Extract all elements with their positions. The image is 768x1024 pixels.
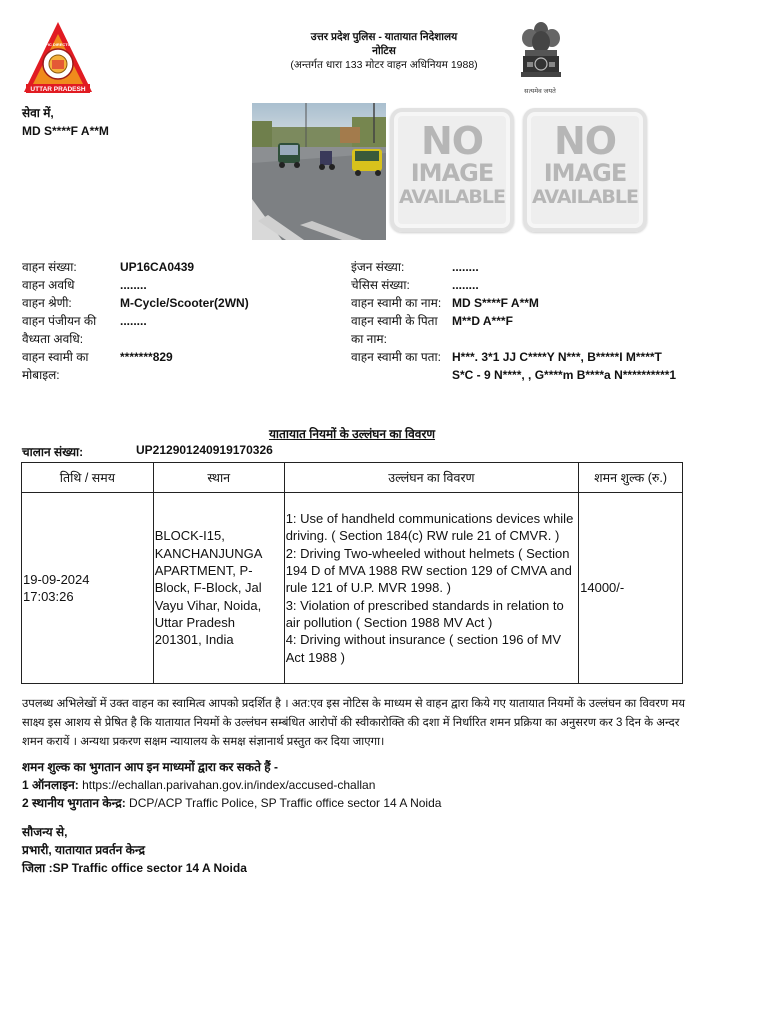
district-line [22, 859, 247, 877]
violation-item: 2: Driving Two-wheeled without helmets ( Section 194 D of MVA 1988 RW section 129 of CMVA and rule 121 of U.P. MVR 1998. ) [285, 545, 572, 596]
registration-validity-value: ........ [120, 314, 147, 328]
logo-arc-text: TRAFFIC DIRECTORATE [34, 42, 82, 47]
owner-father-label: वाहन स्वामी के पिता का नाम: [351, 314, 438, 346]
owner-address-value: H***. 3*1 JJ C****Y N***, B*****I M****T S*C - 9 N****, , G****m B****a N**********1 [452, 350, 677, 382]
payment-local-value: DCP/ACP Traffic Police, SP Traffic office sector 14 A Noida [129, 796, 442, 810]
vehicle-class-value: M-Cycle/Scooter(2WN) [120, 296, 249, 310]
emblem-motto: सत्यमेव जयते [524, 88, 556, 95]
challan-number-label: चालान संख्या: [22, 445, 84, 459]
vehicle-class-label: वाहन श्रेणी: [22, 296, 72, 310]
cell-violations [284, 493, 578, 684]
table-header-row [22, 463, 683, 493]
header-title: उत्तर प्रदेश पुलिस - यातायात निदेशालय [310, 31, 458, 43]
payment-online-link[interactable]: https://echallan.parivahan.gov.in/index/accused-challan [82, 778, 376, 792]
header-act-reference: (अन्तर्गत धारा 133 मोटर वाहन अधिनियम 1988) [290, 59, 478, 71]
district-value: SP Traffic office sector 14 A Noida [52, 861, 247, 875]
notice-paragraph: उपलब्ध अभिलेखों में उक्त वाहन का स्वामित्व आपको प्रदर्शित है । अत:एव इस नोटिस के माध्यम से वाहन द्वारा किये गए यातायात नियमों के उल्लंघन का विवरण मय साक्ष्य इस आशय से प्रेषित है कि यातायात नियमों के उल्लंघन सम्बंधित आरोपों की स्वीकारोक्ति की दशा में निर्धारित शमन प्रक्रिया का अनुसरण कर 3 दिन के अन्दर शमन करायें । अन्यथा प्रकरण सक्षम न्यायालय के समक्ष संज्ञानार्थ प्रस्तुत कर दिया जाएगा। [22, 698, 685, 748]
vehicle-number-value: UP16CA0439 [120, 260, 195, 274]
column-header-place: स्थान [153, 463, 284, 493]
owner-mobile-value: *******829 [120, 350, 173, 364]
challan-number-value: UP212901240919170326 [136, 443, 273, 457]
cell-fine: 14000/- [579, 493, 683, 684]
column-header-violation-details: उल्लंघन का विवरण [284, 463, 578, 493]
violation-time: 17:03:26 [23, 589, 74, 604]
registration-validity-label: वाहन पंजीयन की वैध्यता अवधि: [22, 314, 97, 346]
header-subtitle: नोटिस [372, 45, 396, 57]
owner-name-value: MD S****F A**M [452, 296, 539, 310]
traffic-directorate-logo [22, 20, 94, 96]
table-row [22, 493, 683, 684]
vehicle-period-value: ........ [120, 278, 147, 292]
violation-item: 4: Driving without insurance ( section 196 of MV Act 1988 ) [285, 632, 562, 665]
officer-line: प्रभारी, यातायात प्रवर्तन केन्द्र [22, 843, 145, 857]
national-emblem-icon [518, 18, 564, 96]
recipient-block [22, 104, 109, 140]
violation-table [21, 462, 683, 684]
violation-date: 19-09-2024 [23, 571, 90, 587]
payment-heading: शमन शुल्क का भुगतान आप इन माध्यमों द्वारा कर सकते हैं - [22, 760, 278, 774]
courtesy-line: सौजन्य से, [22, 825, 68, 839]
payment-online-row [22, 776, 441, 794]
chassis-number-label: चेसिस संख्या: [351, 278, 410, 292]
recipient-name: MD S****F A**M [22, 124, 109, 138]
payment-local-row [22, 794, 441, 812]
engine-number-value: ........ [452, 260, 479, 274]
salutation: सेवा में, [22, 106, 54, 120]
violation-section-title: यातायात नियमों के उल्लंघन का विवरण [268, 427, 436, 441]
vehicle-number-label: वाहन संख्या: [22, 260, 77, 274]
payment-local-label: 2 स्थानीय भुगतान केन्द्र: [22, 796, 126, 810]
violation-item: 3: Violation of prescribed standards in relation to air pollution ( Section 1988 MV Act ) [285, 597, 564, 630]
district-label: जिला : [22, 861, 53, 875]
owner-father-value: M**D A***F [452, 314, 513, 328]
engine-number-label: इंजन संख्या: [351, 260, 405, 274]
evidence-photo [252, 103, 386, 240]
owner-mobile-label: वाहन स्वामी का मोबाइल: [22, 350, 89, 382]
payment-online-label: 1 ऑनलाइन: [22, 778, 79, 792]
signature-block [22, 823, 247, 877]
payment-info [22, 758, 441, 812]
column-header-date-time: तिथि / समय [22, 463, 154, 493]
no-image-placeholder-1: NO IMAGE AVAILABLE [390, 108, 514, 232]
owner-name-label: वाहन स्वामी का नाम: [351, 296, 442, 310]
violation-item: 1: Use of handheld communications devices while driving. ( Section 184(c) RW rule 21 of CMVR. ) [285, 511, 574, 544]
cell-place: BLOCK-I15, KANCHANJUNGA APARTMENT, P-Block, F-Block, Jal Vayu Vihar, Noida, Uttar Pradesh 201301, India [153, 493, 284, 684]
logo-band-text: UTTAR PRADESH [30, 86, 86, 93]
cell-date-time [22, 493, 154, 684]
no-image-placeholder-2: NO IMAGE AVAILABLE [523, 108, 647, 232]
chassis-number-value: ........ [452, 278, 479, 292]
owner-address-label: वाहन स्वामी का पता: [351, 350, 441, 364]
column-header-fine: शमन शुल्क (रु.) [579, 463, 683, 493]
vehicle-period-label: वाहन अवधि [22, 278, 75, 292]
notice-header [0, 30, 768, 72]
